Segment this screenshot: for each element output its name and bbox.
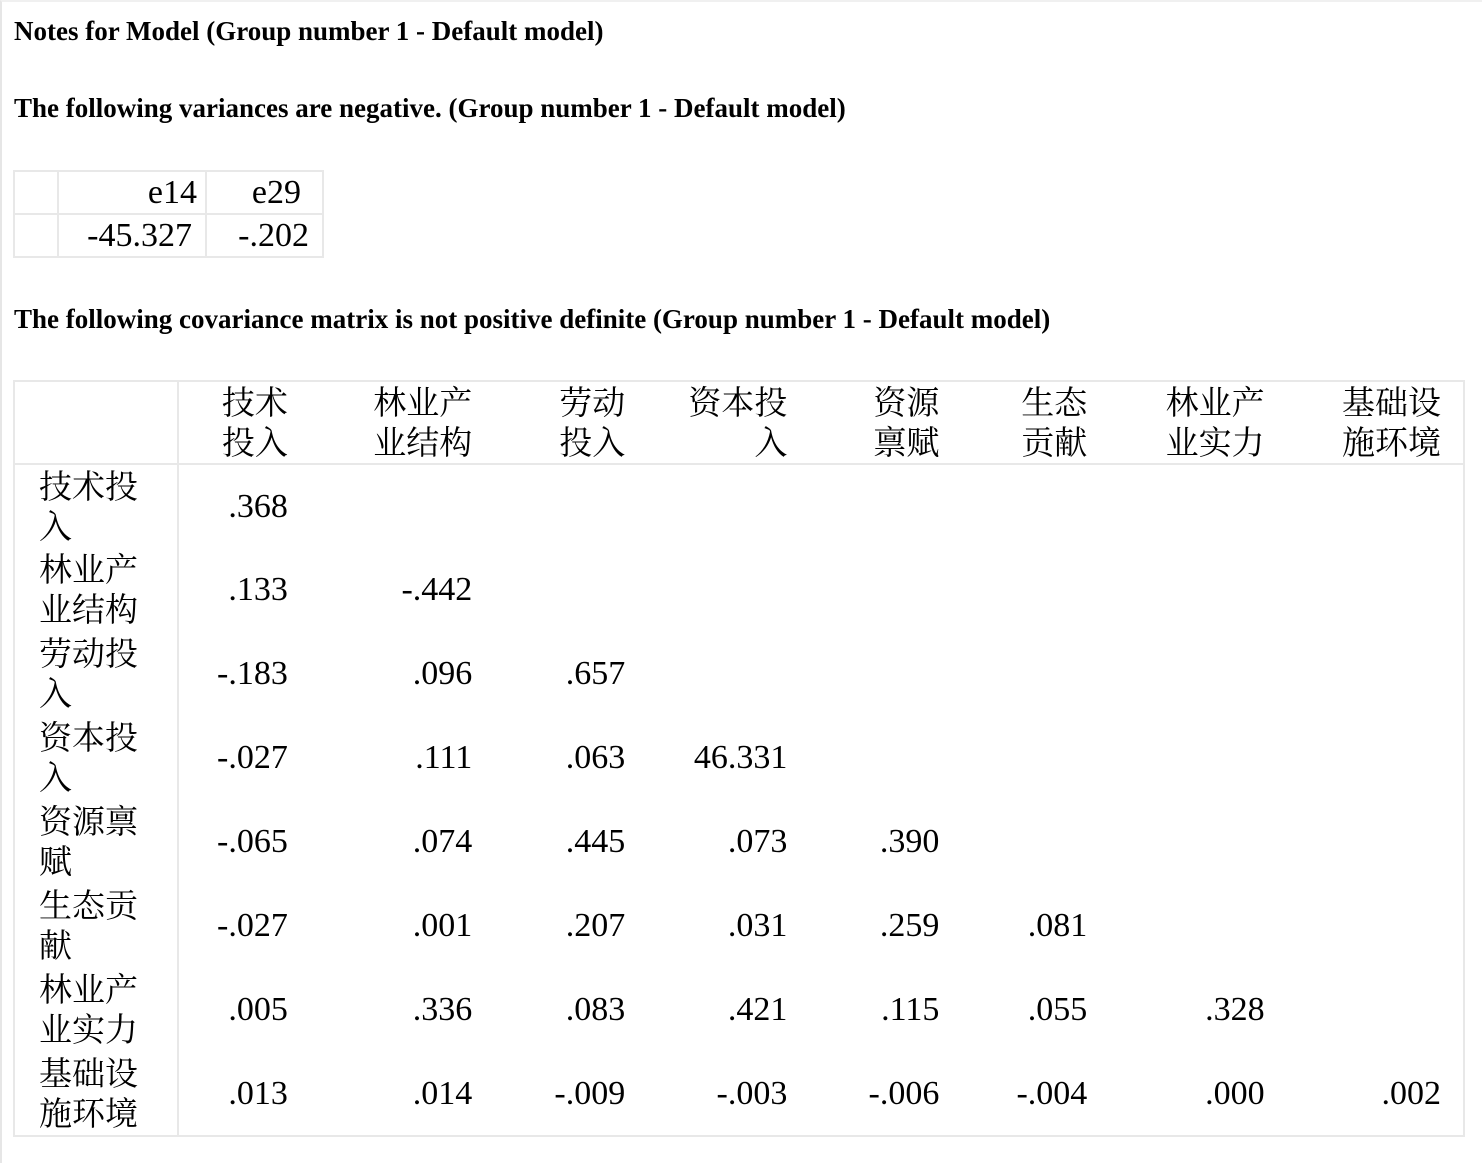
covariance-value: .368	[228, 487, 288, 525]
row-header-line: 业实力	[39, 1010, 138, 1049]
column-header-line: 业结构	[373, 422, 473, 462]
variance-value: -.202	[206, 214, 323, 257]
covariance-value: .014	[310, 1052, 494, 1136]
covariance-value	[1109, 716, 1286, 800]
covariance-value	[959, 800, 1109, 884]
column-header-line: 投入	[221, 422, 288, 462]
column-header-label	[559, 383, 625, 463]
covariance-value	[1109, 548, 1286, 632]
table-header-row	[14, 381, 1464, 464]
covariance-value	[1287, 800, 1464, 884]
covariance-value: .096	[412, 655, 473, 692]
row-header	[14, 968, 178, 1052]
table-row	[14, 632, 1464, 716]
column-header-line: 劳动	[559, 382, 626, 422]
variance-value: -45.327	[58, 214, 206, 257]
column-header-line: 入	[754, 422, 788, 462]
row-header-line: 林业产	[39, 550, 138, 589]
covariance-matrix-table	[13, 380, 1465, 1137]
column-header-label	[373, 383, 472, 463]
covariance-value	[1287, 632, 1464, 716]
corner-cell	[14, 381, 178, 464]
column-header-label	[873, 383, 939, 463]
covariance-value: .031	[727, 907, 788, 944]
covariance-value	[645, 548, 807, 632]
covariance-value: .000	[1109, 1052, 1286, 1136]
column-header-line: 资源	[873, 382, 940, 422]
covariance-value: .390	[879, 823, 940, 860]
table-row	[14, 548, 1464, 632]
column-header	[959, 381, 1109, 464]
table-row	[14, 800, 1464, 884]
row-header	[14, 800, 178, 884]
column-header-line: 禀赋	[873, 422, 940, 462]
covariance-value	[494, 464, 645, 548]
covariance-value: -.183	[217, 655, 288, 692]
covariance-value	[1109, 800, 1286, 884]
covariance-heading: The following covariance matrix is not positive definite (Group number 1 - Default model)	[14, 304, 1051, 334]
covariance-value: .336	[412, 991, 473, 1028]
column-header-line: 技术	[221, 382, 288, 422]
covariance-value	[494, 548, 645, 632]
covariance-value: .657	[565, 655, 626, 692]
covariance-value: -.442	[401, 571, 473, 608]
column-header-label	[688, 383, 787, 463]
column-header-label	[1166, 383, 1265, 463]
row-header-line: 施环境	[39, 1093, 138, 1133]
covariance-value: -.003	[645, 1052, 807, 1136]
column-header-line: 贡献	[1021, 422, 1088, 462]
covariance-value	[959, 632, 1109, 716]
row-header-line: 入	[39, 758, 72, 797]
column-header-line: 施环境	[1342, 422, 1441, 462]
row-header-line: 献	[39, 926, 72, 965]
covariance-value: -.027	[217, 739, 288, 776]
notes-heading: Notes for Model (Group number 1 - Default model)	[14, 16, 604, 46]
row-header-line: 赋	[39, 842, 72, 881]
row-header-line: 基础设	[39, 1053, 138, 1093]
row-header	[14, 632, 178, 716]
row-header-line: 技术投	[39, 466, 138, 506]
covariance-value: .445	[565, 823, 626, 860]
table-cell	[14, 214, 58, 257]
covariance-value	[310, 464, 494, 548]
column-header	[645, 381, 807, 464]
column-header: e29	[206, 171, 323, 214]
negative-variances-heading: The following variances are negative. (Group number 1 - Default model)	[14, 93, 846, 123]
column-header-line: 林业产	[1165, 382, 1265, 422]
column-header	[1109, 381, 1286, 464]
negative-variances-table	[13, 170, 324, 258]
column-header	[178, 381, 310, 464]
covariance-value: .207	[565, 907, 626, 944]
column-header-line: 林业产	[373, 382, 473, 422]
covariance-value	[1287, 968, 1464, 1052]
column-header-line: 资本投	[688, 382, 788, 422]
row-header-line: 资源禀	[39, 802, 138, 841]
covariance-value: .001	[412, 907, 473, 944]
covariance-value: .073	[727, 823, 788, 860]
row-header-line: 资本投	[39, 718, 138, 757]
row-header-line: 入	[39, 506, 72, 546]
covariance-value: .013	[178, 1052, 310, 1136]
row-header	[14, 716, 178, 800]
covariance-value: .421	[727, 991, 788, 1028]
covariance-value	[807, 548, 959, 632]
covariance-value	[807, 464, 959, 548]
covariance-value	[645, 464, 807, 548]
covariance-value: -.027	[217, 907, 288, 944]
covariance-value: .115	[881, 991, 940, 1028]
row-header	[14, 884, 178, 968]
row-header-line: 入	[39, 674, 72, 713]
covariance-value: .259	[879, 907, 940, 944]
column-header-label	[1342, 383, 1441, 463]
covariance-value	[959, 464, 1109, 548]
covariance-value: .055	[1027, 991, 1088, 1028]
column-header	[310, 381, 494, 464]
covariance-value: 46.331	[693, 739, 788, 776]
row-header	[14, 464, 178, 548]
covariance-value	[807, 716, 959, 800]
covariance-value	[959, 548, 1109, 632]
covariance-value	[1109, 884, 1286, 968]
covariance-value	[1287, 548, 1464, 632]
covariance-value: .074	[412, 823, 473, 860]
covariance-value: .083	[565, 991, 626, 1028]
column-header-line: 生态	[1021, 382, 1088, 422]
covariance-value: .002	[1287, 1052, 1464, 1136]
row-header-line: 劳动投	[39, 634, 138, 673]
covariance-value: -.006	[807, 1052, 959, 1136]
table-row	[14, 968, 1464, 1052]
column-header-label	[222, 383, 288, 463]
covariance-value	[645, 632, 807, 716]
table-row	[14, 464, 1464, 548]
column-header-line: 基础设	[1342, 382, 1441, 422]
column-header	[1287, 381, 1464, 464]
covariance-value	[959, 716, 1109, 800]
covariance-value	[1287, 464, 1464, 548]
column-header-label	[1021, 383, 1087, 463]
row-header	[14, 548, 178, 632]
table-row	[14, 716, 1464, 800]
covariance-value	[1287, 884, 1464, 968]
table-row	[14, 884, 1464, 968]
covariance-value	[1109, 464, 1286, 548]
column-header	[494, 381, 645, 464]
row-header	[14, 1052, 178, 1136]
table-row	[14, 214, 323, 257]
covariance-value: .063	[565, 739, 626, 776]
column-header-line: 业实力	[1165, 422, 1265, 462]
table-cell	[14, 171, 58, 214]
covariance-value: .133	[228, 571, 288, 608]
table-row	[14, 1052, 1464, 1136]
covariance-value	[1109, 632, 1286, 716]
covariance-value: -.004	[959, 1052, 1109, 1136]
row-header-line: 生态贡	[39, 886, 138, 925]
covariance-value	[807, 632, 959, 716]
covariance-value: .081	[1027, 907, 1088, 944]
row-header-line: 业结构	[39, 590, 138, 629]
covariance-value	[1287, 716, 1464, 800]
covariance-value: -.009	[494, 1052, 645, 1136]
table-row	[14, 171, 323, 214]
column-header	[807, 381, 959, 464]
column-header: e14	[58, 171, 206, 214]
covariance-value: .328	[1205, 991, 1265, 1028]
covariance-value: .005	[228, 991, 288, 1028]
column-header-line: 投入	[559, 422, 626, 462]
row-header-line: 林业产	[39, 970, 138, 1009]
covariance-value: .111	[415, 739, 473, 776]
covariance-value: -.065	[217, 823, 288, 860]
